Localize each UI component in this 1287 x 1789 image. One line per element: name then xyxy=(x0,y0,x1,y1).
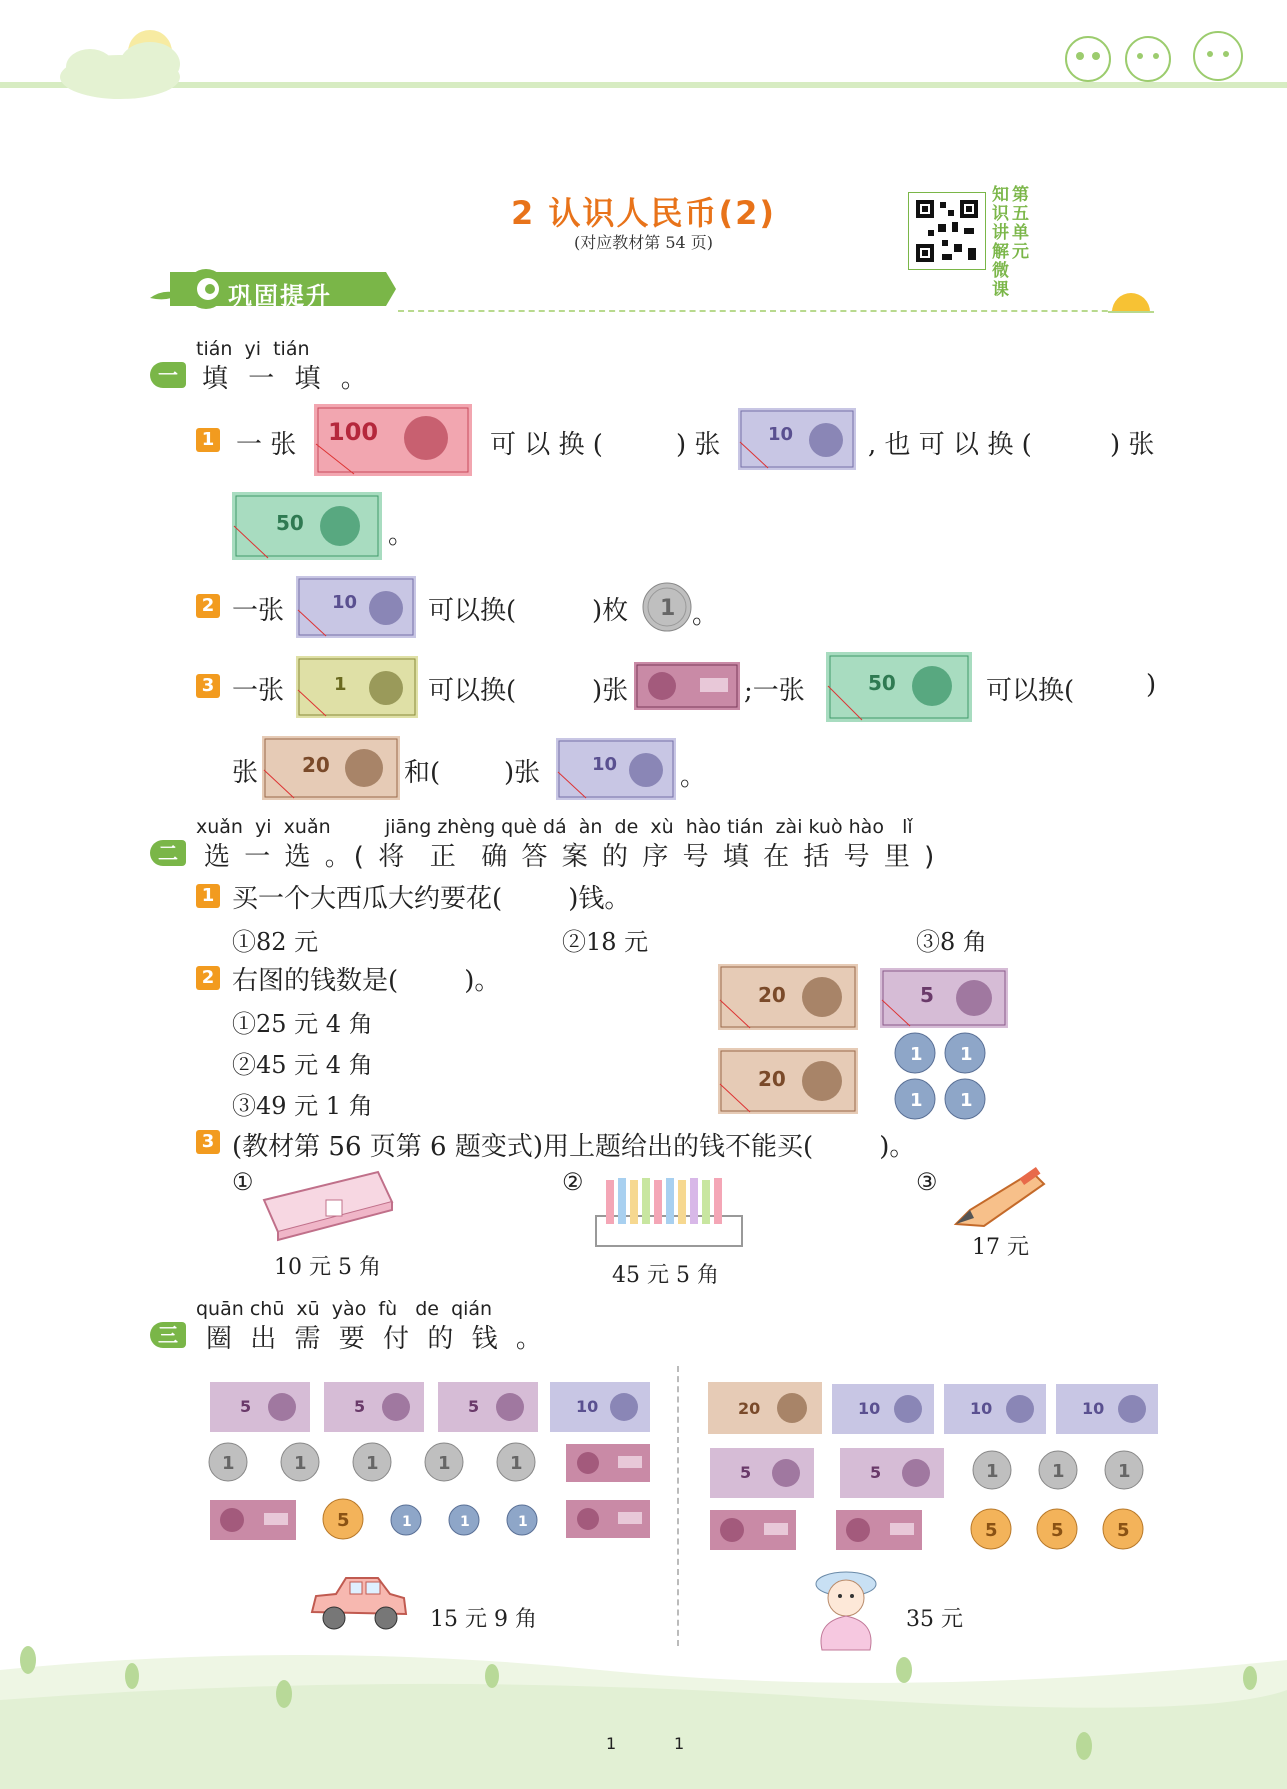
svg-text:10: 10 xyxy=(592,754,618,775)
price-label: 10 元 5 角 xyxy=(274,1255,381,1280)
question-text: ) 张 xyxy=(676,430,721,460)
question-number: 2 xyxy=(196,594,220,618)
rmb-5-bill-icon xyxy=(880,968,1008,1028)
question-text: 一 张 xyxy=(236,430,297,460)
svg-text:1: 1 xyxy=(460,1514,470,1530)
svg-text:10: 10 xyxy=(768,424,794,445)
one-yuan-coin-icon[interactable] xyxy=(1038,1450,1078,1490)
question-text: 右图的钱数是( )。 xyxy=(232,966,501,996)
banner-dash-rule xyxy=(398,310,1148,312)
page-number-left: 1 xyxy=(606,1734,617,1753)
option-marker: ③ xyxy=(916,1168,938,1196)
svg-text:1: 1 xyxy=(366,1453,379,1474)
question-text: 。 xyxy=(680,762,707,792)
five-jiao-coin-icon[interactable] xyxy=(1036,1508,1078,1550)
section3-number: 三 xyxy=(150,1322,186,1348)
svg-text:10: 10 xyxy=(858,1399,881,1418)
one-jiao-coin-icon xyxy=(894,1032,936,1074)
five-jiao-bill-icon xyxy=(634,662,740,710)
rmb-1-bill-icon xyxy=(296,656,418,718)
svg-text:20: 20 xyxy=(758,1067,786,1091)
svg-text:50: 50 xyxy=(868,671,896,695)
cartoon-animals-icon xyxy=(1058,24,1258,84)
section2-title: 选 一 选 。( 将 正 确 答 案 的 序 号 填 在 括 号 里 ) xyxy=(204,842,938,872)
rmb-5-bill-icon[interactable] xyxy=(324,1382,424,1432)
sunset-icon xyxy=(1108,290,1154,314)
rmb-10-bill-icon xyxy=(556,738,676,800)
svg-text:20: 20 xyxy=(302,753,330,777)
question-text: 可以换( xyxy=(428,596,517,626)
one-yuan-coin-icon[interactable] xyxy=(496,1442,536,1482)
unit-tag-micro-lesson: 知识讲解微课 xyxy=(992,185,1009,300)
section1-pinyin: tián yi tián xyxy=(196,338,310,360)
svg-text:10: 10 xyxy=(576,1397,599,1416)
question-number: 2 xyxy=(196,966,220,990)
svg-text:5: 5 xyxy=(920,983,934,1007)
question-number: 1 xyxy=(196,884,220,908)
rmb-20-bill-icon xyxy=(718,964,858,1030)
svg-text:1: 1 xyxy=(334,674,347,695)
svg-text:1: 1 xyxy=(910,1044,923,1065)
question-text: )枚 xyxy=(592,596,629,626)
five-jiao-coin-icon[interactable] xyxy=(970,1508,1012,1550)
question-text: 和( xyxy=(404,758,441,788)
one-jiao-coin-icon[interactable] xyxy=(390,1504,422,1536)
price-label: 45 元 5 角 xyxy=(612,1263,719,1288)
svg-text:5: 5 xyxy=(870,1463,882,1482)
page-title: 2 认识人民币(2) xyxy=(511,194,776,232)
rmb-10-bill-icon[interactable] xyxy=(550,1382,650,1432)
rmb-100-bill-icon xyxy=(314,404,472,476)
svg-text:1: 1 xyxy=(222,1453,235,1474)
svg-text:10: 10 xyxy=(1082,1399,1105,1418)
one-jiao-coin-icon xyxy=(944,1032,986,1074)
section3-pinyin: quān chū xū yào fù de qián xyxy=(196,1298,493,1320)
section2-number: 二 xyxy=(150,840,186,866)
rmb-10-bill-icon[interactable] xyxy=(1056,1384,1158,1434)
svg-text:20: 20 xyxy=(738,1399,761,1418)
section3-title: 圈 出 需 要 付 的 钱 。 xyxy=(206,1324,547,1354)
rmb-5-bill-icon[interactable] xyxy=(210,1382,310,1432)
rmb-10-bill-icon xyxy=(296,576,416,638)
question-text: 买一个大西瓜大约要花( )钱。 xyxy=(232,884,631,914)
five-jiao-bill-icon[interactable] xyxy=(710,1510,796,1550)
option-text: ③49 元 1 角 xyxy=(232,1092,373,1120)
option-text: ②18 元 xyxy=(562,928,649,956)
rmb-10-bill-icon xyxy=(738,408,856,470)
pen-icon xyxy=(950,1166,1050,1230)
page-subtitle: (对应教材第 54 页) xyxy=(573,233,714,252)
svg-text:5: 5 xyxy=(740,1463,752,1482)
svg-text:5: 5 xyxy=(337,1510,350,1531)
toy-car-icon xyxy=(306,1568,410,1634)
question-number: 1 xyxy=(196,428,220,452)
question-text: ) 张 xyxy=(1110,430,1155,460)
question-text: 一张 xyxy=(232,596,285,626)
svg-text:1: 1 xyxy=(294,1453,307,1474)
option-text: ①25 元 4 角 xyxy=(232,1010,373,1038)
one-yuan-coin-icon[interactable] xyxy=(280,1442,320,1482)
svg-text:5: 5 xyxy=(468,1397,480,1416)
one-yuan-coin-icon xyxy=(642,582,692,632)
unit-tag-unit: 第五单元 xyxy=(1012,185,1029,262)
svg-text:1: 1 xyxy=(510,1453,523,1474)
question-number: 3 xyxy=(196,674,220,698)
question-text: 。 xyxy=(388,520,415,550)
svg-text:5: 5 xyxy=(1117,1520,1130,1541)
one-yuan-coin-icon[interactable] xyxy=(1104,1450,1144,1490)
price-label: 17 元 xyxy=(972,1235,1029,1260)
question-text: (教材第 56 页第 6 题变式)用上题给出的钱不能买( )。 xyxy=(232,1132,916,1162)
svg-text:10: 10 xyxy=(970,1399,993,1418)
rmb-10-bill-icon[interactable] xyxy=(832,1384,934,1434)
question-number: 3 xyxy=(196,1130,220,1154)
pencil-case-icon xyxy=(258,1166,398,1242)
option-marker: ① xyxy=(232,1168,254,1196)
price-label: 35 元 xyxy=(906,1607,963,1632)
svg-text:5: 5 xyxy=(985,1520,998,1541)
rmb-5-bill-icon[interactable] xyxy=(438,1382,538,1432)
section2-pinyin: xuǎn yi xuǎn jiāng zhèng què dá àn de xù hào tián zài kuò hào lǐ xyxy=(196,816,913,838)
question-text: 可以换( xyxy=(986,676,1075,706)
option-text: ①82 元 xyxy=(232,928,319,956)
one-jiao-coin-icon xyxy=(944,1078,986,1120)
one-jiao-coin-icon[interactable] xyxy=(506,1504,538,1536)
five-jiao-bill-icon[interactable] xyxy=(566,1500,650,1538)
question-text: )张 xyxy=(504,758,541,788)
question-text: ;一张 xyxy=(744,676,805,706)
rmb-50-bill-icon xyxy=(826,652,972,722)
rmb-5-bill-icon[interactable] xyxy=(710,1448,814,1498)
question-text: 。 xyxy=(692,600,719,630)
rmb-50-bill-icon xyxy=(232,492,382,560)
question-text: 张 xyxy=(232,758,259,788)
five-jiao-coin-icon[interactable] xyxy=(322,1498,364,1540)
question-text: 可以换( xyxy=(428,676,517,706)
svg-text:1: 1 xyxy=(1052,1461,1065,1482)
one-yuan-coin-icon[interactable] xyxy=(208,1442,248,1482)
option-text: ③8 角 xyxy=(916,928,987,956)
sun-cloud-icon xyxy=(40,22,200,102)
column-divider xyxy=(677,1366,679,1646)
five-jiao-coin-icon[interactable] xyxy=(1102,1508,1144,1550)
rmb-20-bill-icon xyxy=(262,736,400,800)
crayon-box-icon xyxy=(594,1172,744,1250)
one-yuan-coin-icon[interactable] xyxy=(352,1442,392,1482)
question-text: ) xyxy=(1146,670,1157,700)
svg-text:1: 1 xyxy=(910,1090,923,1111)
svg-text:1: 1 xyxy=(518,1514,528,1530)
svg-text:1: 1 xyxy=(960,1044,973,1065)
landscape-footer xyxy=(0,1630,1287,1789)
svg-text:1: 1 xyxy=(986,1461,999,1482)
question-text: , 也 可 以 换 ( xyxy=(868,430,1032,460)
svg-text:1: 1 xyxy=(660,596,676,621)
unit-tag xyxy=(992,186,1036,300)
svg-text:1: 1 xyxy=(402,1514,412,1530)
question-text: 一张 xyxy=(232,676,285,706)
option-marker: ② xyxy=(562,1168,584,1196)
one-yuan-coin-icon[interactable] xyxy=(972,1450,1012,1490)
one-jiao-coin-icon[interactable] xyxy=(448,1504,480,1536)
price-label: 15 元 9 角 xyxy=(430,1607,537,1632)
five-jiao-bill-icon[interactable] xyxy=(210,1500,296,1540)
svg-text:5: 5 xyxy=(240,1397,252,1416)
banner-label: 巩固提升 xyxy=(228,282,332,310)
rmb-5-bill-icon[interactable] xyxy=(840,1448,944,1498)
one-jiao-coin-icon xyxy=(894,1078,936,1120)
option-text: ②45 元 4 角 xyxy=(232,1051,373,1079)
svg-text:50: 50 xyxy=(276,511,304,535)
section1-title: 填 一 填 。 xyxy=(202,364,373,394)
svg-text:20: 20 xyxy=(758,983,786,1007)
rmb-20-bill-icon xyxy=(718,1048,858,1114)
section1-number: 一 xyxy=(150,362,186,388)
qr-code-icon[interactable] xyxy=(908,192,986,270)
svg-text:5: 5 xyxy=(354,1397,366,1416)
svg-text:1: 1 xyxy=(438,1453,451,1474)
question-text: )张 xyxy=(592,676,629,706)
svg-text:1: 1 xyxy=(1118,1461,1131,1482)
svg-text:5: 5 xyxy=(1051,1520,1064,1541)
question-text: 可 以 换 ( xyxy=(490,430,603,460)
svg-text:1: 1 xyxy=(960,1090,973,1111)
svg-text:100: 100 xyxy=(328,418,379,446)
svg-text:10: 10 xyxy=(332,592,358,613)
rmb-20-bill-icon[interactable] xyxy=(708,1382,822,1434)
five-jiao-bill-icon[interactable] xyxy=(836,1510,922,1550)
one-yuan-coin-icon[interactable] xyxy=(424,1442,464,1482)
page-number-right: 1 xyxy=(674,1734,685,1753)
rmb-10-bill-icon[interactable] xyxy=(944,1384,1046,1434)
five-jiao-bill-icon[interactable] xyxy=(566,1444,650,1482)
